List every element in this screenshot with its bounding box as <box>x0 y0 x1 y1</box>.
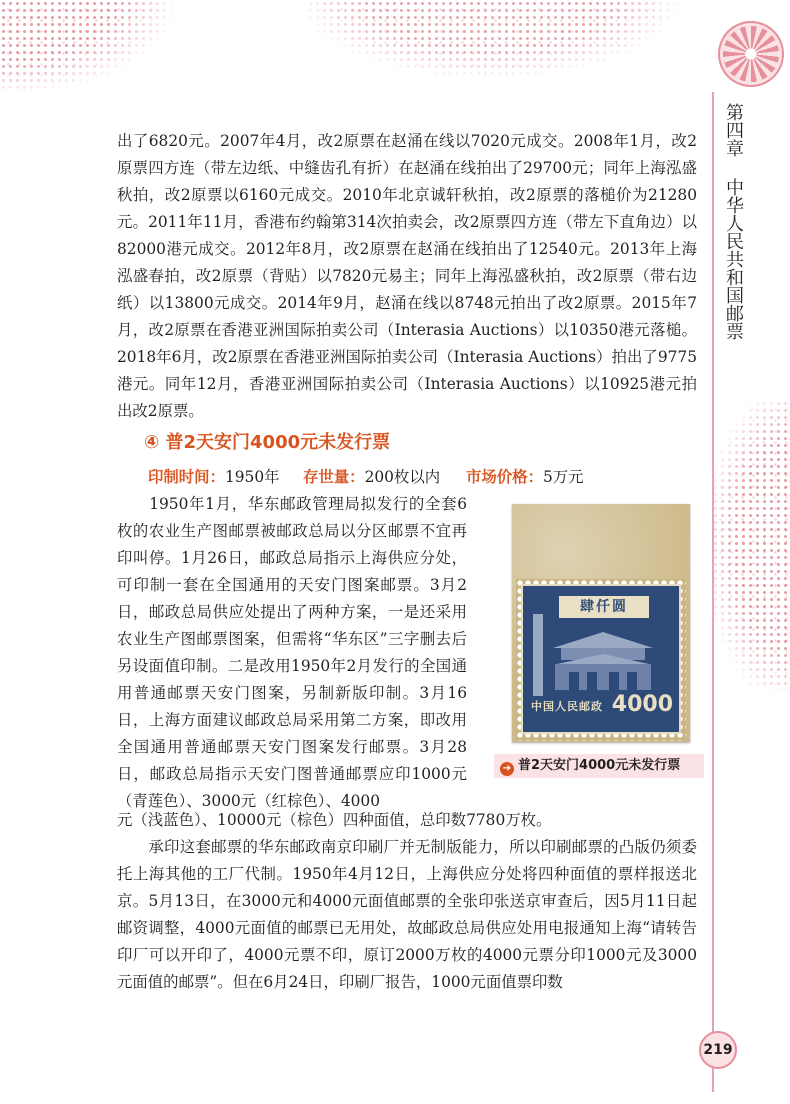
section-heading: ④ 普2天安门4000元未发行票 <box>144 432 391 453</box>
price-label: 市场价格： <box>466 468 543 486</box>
info-price <box>466 465 584 489</box>
paragraph-issue-history-tail: 元（浅蓝色）、10000元（棕色）四种面值，总印数7780万枚。 <box>117 811 552 829</box>
info-print-time <box>148 465 280 489</box>
figure-caption-text: 普2天安门4000元未发行票 <box>518 758 681 773</box>
stamp-figure <box>494 504 704 780</box>
stamp-face-value: 4000 <box>611 692 673 717</box>
figure-caption <box>494 754 704 778</box>
stamp-design <box>521 584 681 734</box>
paragraph-printing-history: 承印这套邮票的华东邮政南京印刷厂并无制版能力，所以印刷邮票的凸版仍须委托上海其他的工厂代制。1950年4月12日，上海供应分处将四种面值的票样报送北京。5月13日，在3000元和4000元面值邮票的全张印张送京审查后，因5月11日起邮资调整，4000元面值的邮票已无用处，故邮政总局供应处用电报通知上海“请转告印厂可以开印了，4000元票不印，原订2000万枚的4000元票分印1000元及3000元面值的邮票”。但在6月24日，印刷厂报告，1000元面值票印数 <box>117 838 697 991</box>
paragraph-auction-history: 出了6820元。2007年4月，改2原票在赵涌在线以7020元成交。2008年1月，改2原票四方连（带左边纸、中缝齿孔有折）在赵涌在线拍出了29700元；同年上海泓盛秋拍，改2原票以6160元成交。2010年北京诚轩秋拍，改2原票的落槌价为21280元。2011年11月，香港布约翰第314次拍卖会，改2原票四方连（带左下直角边）以82000港元成交。2012年8月，改2原票在赵涌在线拍出了12540元。2013年上海泓盛春拍，改2原票（背贴）以7820元易主；同年上海泓盛秋拍，改2原票（带右边纸）以13800元成交。2014年9月，赵涌在线以8748元拍出了改2原票。2015年7月，改2原票在香港亚洲国际拍卖公司（Interasia Auctions）以10350港元落槌。2018年6月，改2原票在香港亚洲国际拍卖公司（Interasia Auctions）拍出了9775港元。同年12月，香港亚洲国际拍卖公司（Interasia Auctions）以10925港元拍出改2原票。 <box>117 132 697 420</box>
lace-decoration-right <box>712 400 790 690</box>
price-value: 5万元 <box>542 468 584 486</box>
info-stock <box>303 465 440 489</box>
stock-value: 200枚以内 <box>364 468 441 486</box>
tiananmen-gate-icon <box>547 630 659 690</box>
huabiao-pillar-icon <box>533 614 543 696</box>
arrow-right-icon: ➔ <box>500 762 514 776</box>
page-number: 219 <box>699 1031 737 1069</box>
paragraph-issue-history: 1950年1月，华东邮政管理局拟发行的全套6枚的农业生产图邮票被邮政总局以分区邮票不宜再印叫停。1月26日，邮政总局指示上海供应分处，可印制一套在全国通用的天安门图案邮票。3月2日，邮政总局供应处提出了两种方案，一是还采用农业生产图邮票图案，但需将“华东区”三字删去后另设面值印制。二是改用1950年2月发行的全国通用普通邮票天安门图案，另制新版印制。3月16日，上海方面建议邮政总局采用第二方案，即改用全国通用普通邮票天安门图案发行邮票。3月28日，邮政总局指示天安门图普通邮票应印1000元（青莲色）、3000元（红棕色）、4000 <box>117 495 467 810</box>
lace-decoration-top <box>300 0 680 78</box>
stamp-image <box>512 504 690 742</box>
lace-decoration-top-left <box>0 0 172 92</box>
chapter-title: 第四章 中华人民共和国邮票 <box>723 103 744 340</box>
chapter-divider-line <box>712 92 714 1092</box>
print-time-label: 印制时间： <box>148 468 225 486</box>
rosette-ornament-icon <box>723 26 779 82</box>
stock-label: 存世量： <box>303 468 365 486</box>
stamp-issuer-text: 中国人民邮政 <box>531 700 603 713</box>
print-time-value: 1950年 <box>224 468 280 486</box>
stamp-denomination-text: 肆仟圆 <box>559 596 649 618</box>
